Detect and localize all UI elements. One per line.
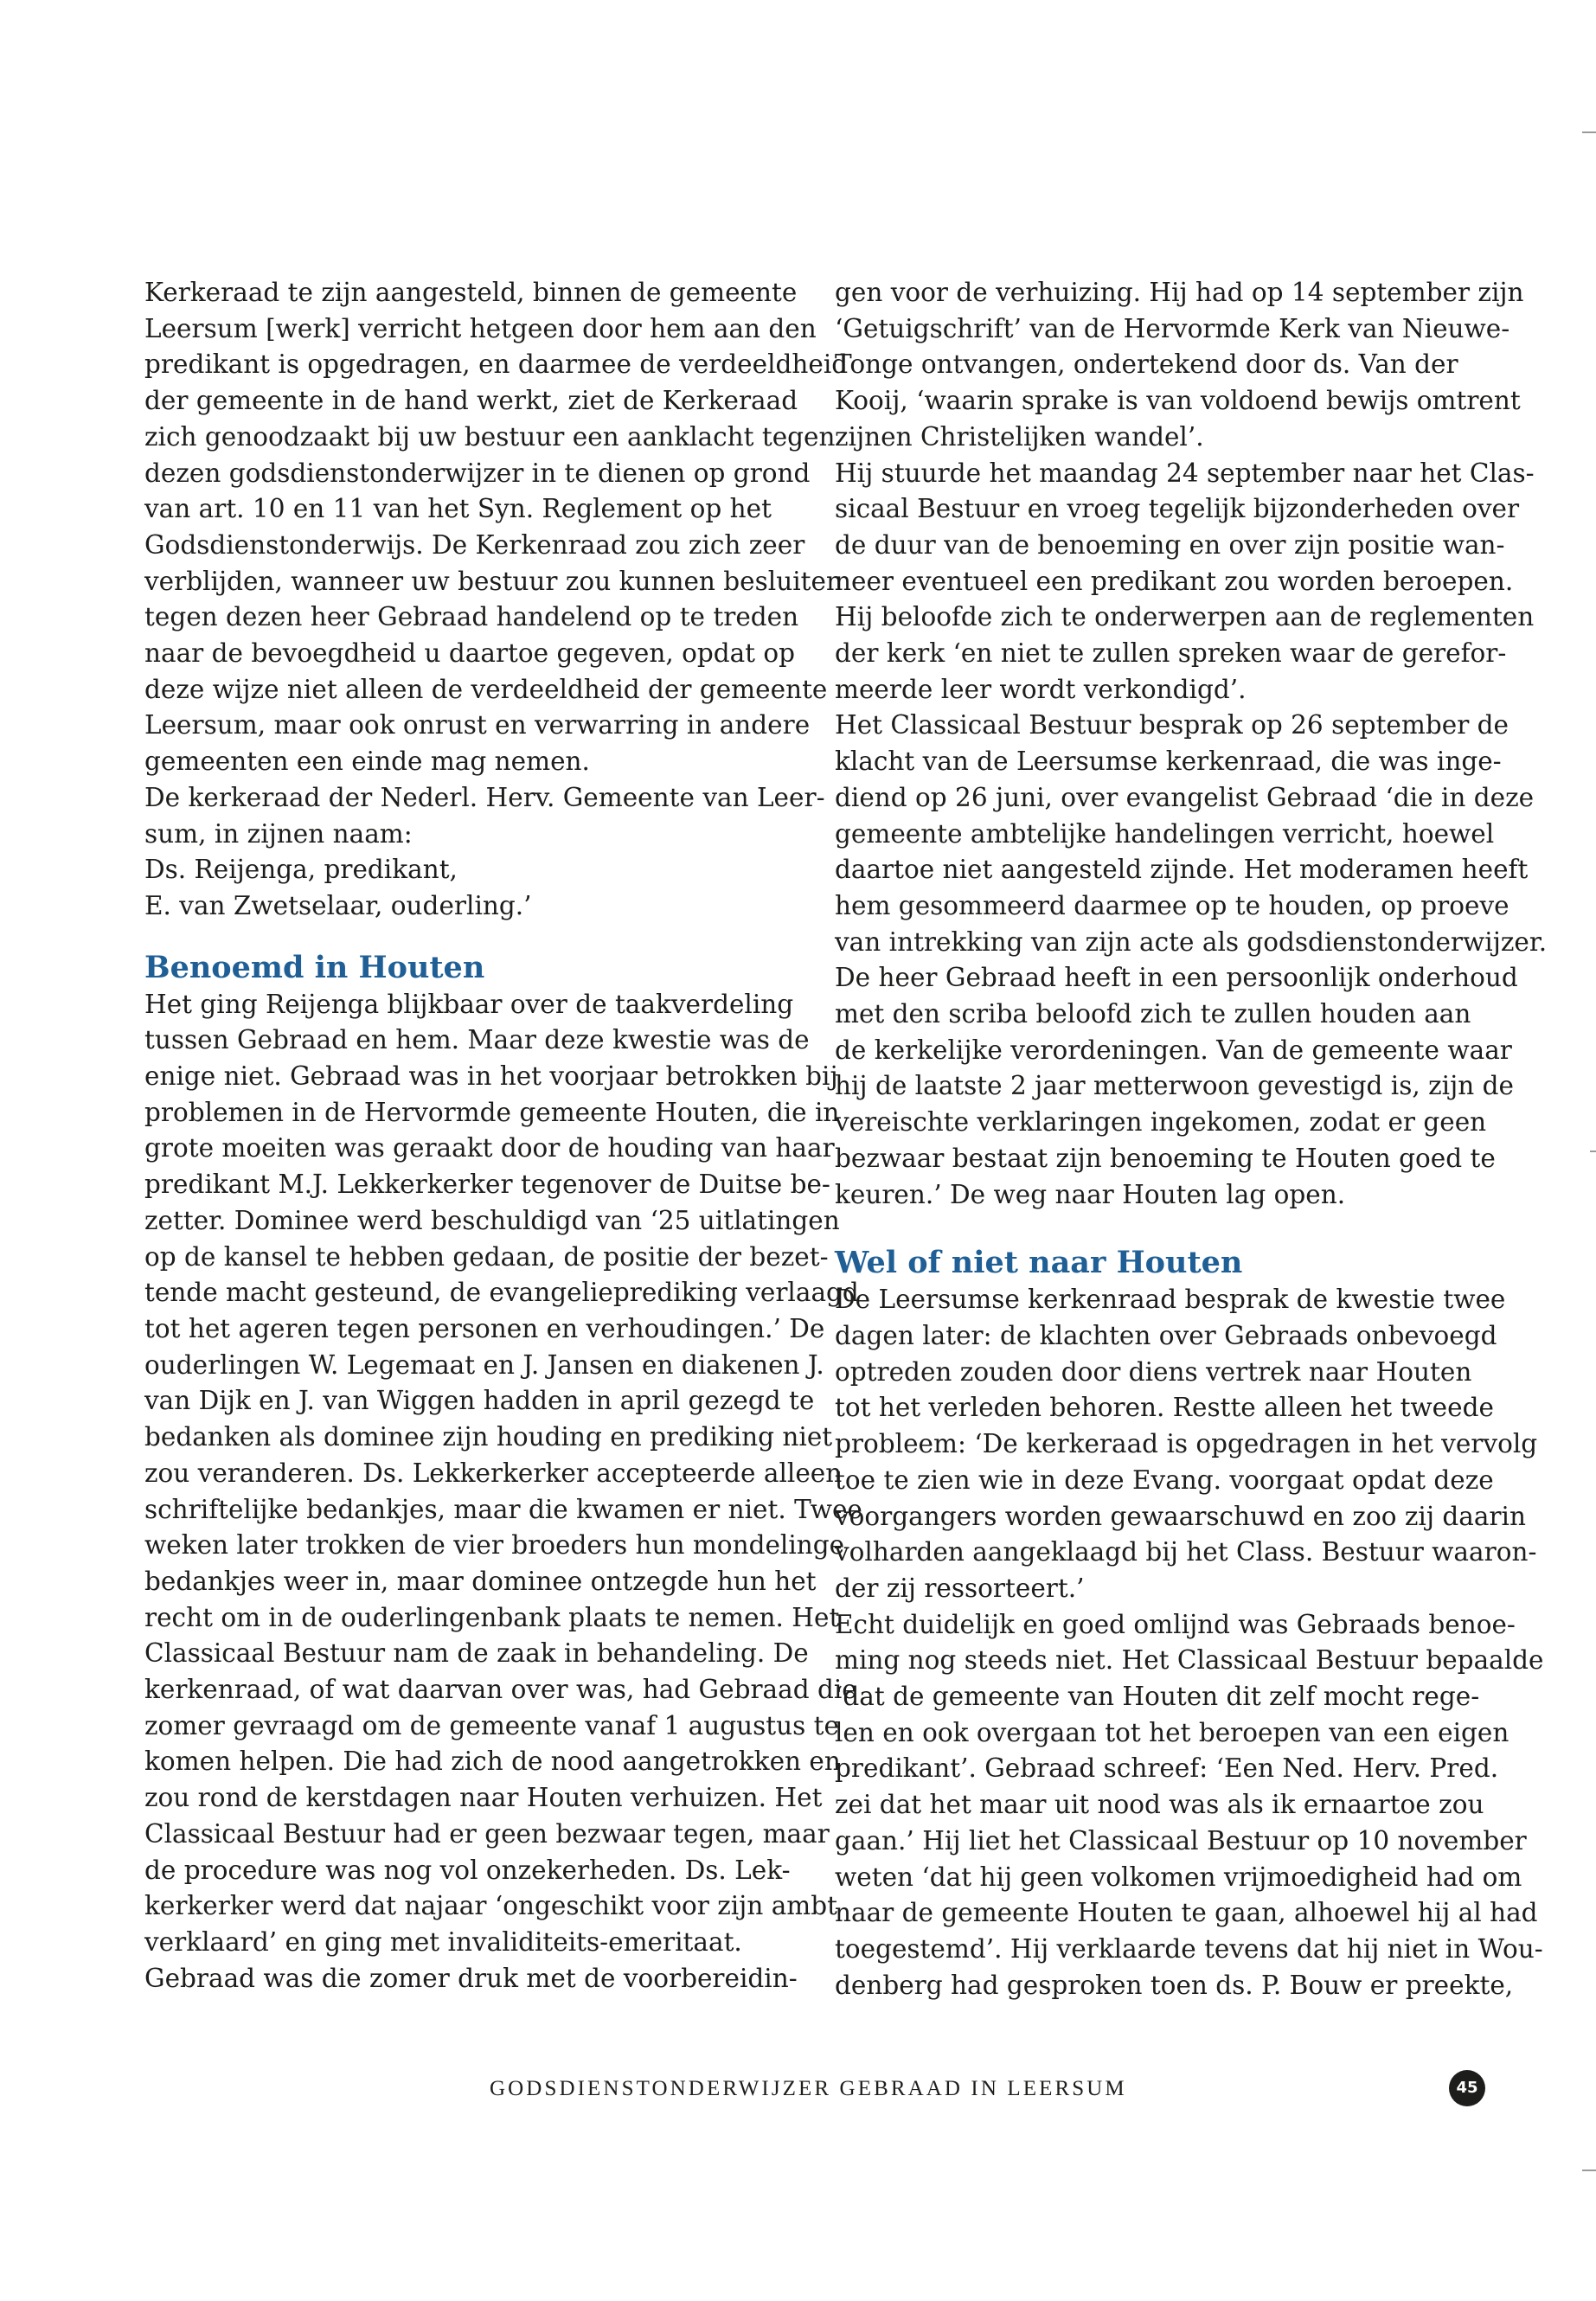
crop-mark-top-right bbox=[1582, 131, 1596, 133]
text-line: van Dijk en J. van Wiggen hadden in april gezegd te bbox=[144, 1386, 815, 1416]
text-line: keuren.’ De weg naar Houten lag open. bbox=[835, 1179, 1346, 1209]
text-line: Godsdienstonderwijs. De Kerkenraad zou zich zeer bbox=[144, 529, 805, 560]
text-line: gemeente ambtelijke handelingen verricht, hoewel bbox=[835, 818, 1495, 849]
text-line: naar de bevoegdheid u daartoe gegeven, opdat op bbox=[144, 638, 796, 669]
page-number-badge: 45 bbox=[1449, 2070, 1485, 2106]
text-line: ‘Getuigschrift’ van de Hervormde Kerk van Nieuwe- bbox=[835, 313, 1510, 343]
text-line: de duur van de benoeming en over zijn positie wan- bbox=[835, 529, 1505, 560]
text-line: zijnen Christelijken wandel’. bbox=[835, 421, 1204, 452]
text-line: meerde leer wordt verkondigd’. bbox=[835, 674, 1247, 704]
text-line: Gebraad was die zomer druk met de voorbereidin- bbox=[144, 1963, 798, 1993]
text-line: predikant M.J. Lekkerkerker tegenover de Duitse be- bbox=[144, 1170, 830, 1200]
text-line: hij de laatste 2 jaar metterwoon gevestigd is, zijn de bbox=[835, 1071, 1514, 1101]
text-line: gemeenten een einde mag nemen. bbox=[144, 747, 590, 777]
text-line: weken later trokken de vier broeders hun mondelinge bbox=[144, 1530, 845, 1561]
text-line: verblijden, wanneer uw bestuur zou kunnen besluiten bbox=[144, 566, 843, 596]
text-line: problemen in de Hervormde gemeente Houten, die in bbox=[144, 1097, 840, 1127]
text-line: sicaal Bestuur en vroeg tegelijk bijzonderheden over bbox=[835, 494, 1520, 524]
text-line: toegestemd’. Hij verklaarde tevens dat hij niet in Wou- bbox=[835, 1933, 1543, 1964]
text-line: voorgangers worden gewaarschuwd en zoo zij daarin bbox=[835, 1501, 1526, 1531]
left-column bbox=[144, 275, 862, 1997]
text-line: denberg had gesproken toen ds. P. Bouw er preekte, bbox=[835, 1970, 1514, 2000]
text-line: hem gesommeerd daarmee op te houden, op proeve bbox=[835, 890, 1509, 920]
text-line: Classicaal Bestuur had er geen bezwaar tegen, maar bbox=[144, 1818, 830, 1849]
running-footer-title: GODSDIENSTONDERWIJZER GEBRAAD IN LEERSUM bbox=[490, 2077, 1127, 2100]
text-line: Classicaal Bestuur nam de zaak in behandeling. De bbox=[144, 1638, 809, 1669]
text-line: Tonge ontvangen, ondertekend door ds. Van der bbox=[835, 349, 1458, 380]
text-line: toe te zien wie in deze Evang. voorgaat opdat deze bbox=[835, 1465, 1494, 1495]
text-line: Leersum [werk] verricht hetgeen door hem aan den bbox=[144, 313, 817, 343]
text-line: met den scriba beloofd zich te zullen houden aan bbox=[835, 999, 1471, 1029]
text-line: zomer gevraagd om de gemeente vanaf 1 augustus te bbox=[144, 1710, 839, 1740]
text-line: van intrekking van zijn acte als godsdienstonderwijzer. bbox=[835, 926, 1548, 957]
text-line: zou veranderen. Ds. Lekkerkerker accepteerde alleen bbox=[144, 1458, 843, 1488]
text-line: der gemeente in de hand werkt, ziet de Kerkeraad bbox=[144, 386, 798, 416]
text-line: ‘dat de gemeente van Houten dit zelf mocht rege- bbox=[835, 1682, 1480, 1712]
right-para-1 bbox=[835, 275, 1548, 1213]
text-line: De heer Gebraad heeft in een persoonlijk onderhoud bbox=[835, 963, 1518, 993]
text-line: de procedure was nog vol onzekerheden. Ds. Lek- bbox=[144, 1855, 791, 1885]
text-line: Het Classicaal Bestuur besprak op 26 september de bbox=[835, 710, 1509, 740]
text-line: verklaard’ en ging met invaliditeits-emeritaat. bbox=[144, 1926, 742, 1957]
text-line: volharden aangeklaagd bij het Class. Bestuur waaron- bbox=[835, 1537, 1537, 1567]
text-line: Kerkeraad te zijn aangesteld, binnen de gemeente bbox=[144, 278, 798, 307]
crop-mark-mid-right bbox=[1590, 1150, 1596, 1152]
text-line: grote moeiten was geraakt door de houding van haar bbox=[144, 1133, 835, 1163]
text-line: enige niet. Gebraad was in het voorjaar betrokken bij bbox=[144, 1061, 838, 1092]
text-line: De Leersumse kerkenraad besprak de kwestie twee bbox=[835, 1285, 1506, 1315]
text-line: zei dat het maar uit nood was als ik ernaartoe zou bbox=[835, 1790, 1484, 1820]
text-line: gaan.’ Hij liet het Classicaal Bestuur op 10 november bbox=[835, 1825, 1527, 1856]
heading-benoemd-in-houten: Benoemd in Houten bbox=[144, 949, 485, 985]
left-para-2 bbox=[144, 987, 862, 1997]
text-line: ouderlingen W. Legemaat en J. Jansen en diakenen J. bbox=[144, 1349, 824, 1380]
text-line: tot het ageren tegen personen en verhoudingen.’ De bbox=[144, 1313, 825, 1343]
text-line: deze wijze niet alleen de verdeeldheid der gemeente bbox=[144, 674, 828, 704]
text-line: probleem: ‘De kerkeraad is opgedragen in het vervolg bbox=[835, 1429, 1538, 1459]
text-line: tegen dezen heer Gebraad handelend op te treden bbox=[144, 602, 799, 632]
text-line: E. van Zwetselaar, ouderling.’ bbox=[144, 890, 532, 920]
text-line: van art. 10 en 11 van het Syn. Reglement op het bbox=[144, 494, 772, 524]
text-line: op de kansel te hebben gedaan, de positie der bezet- bbox=[144, 1241, 829, 1272]
text-line: gen voor de verhuizing. Hij had op 14 september zijn bbox=[835, 278, 1524, 307]
text-line: zou rond de kerstdagen naar Houten verhuizen. Het bbox=[144, 1783, 823, 1813]
text-line: weten ‘dat hij geen volkomen vrijmoedigheid had om bbox=[835, 1862, 1522, 1892]
text-line: tot het verleden behoren. Restte alleen het tweede bbox=[835, 1393, 1494, 1423]
text-line: Hij stuurde het maandag 24 september naar het Clas- bbox=[835, 458, 1535, 488]
text-line: optreden zouden door diens vertrek naar Houten bbox=[835, 1356, 1472, 1387]
heading-wel-of-niet-naar-houten: Wel of niet naar Houten bbox=[835, 1245, 1243, 1281]
text-line: naar de gemeente Houten te gaan, alhoewel hij al had bbox=[835, 1898, 1538, 1928]
text-line: Het ging Reijenga blijkbaar over de taakverdeling bbox=[144, 989, 794, 1019]
text-line: bedanken als dominee zijn houding en prediking niet bbox=[144, 1422, 833, 1452]
text-line: daartoe niet aangesteld zijnde. Het moderamen heeft bbox=[835, 855, 1529, 885]
crop-mark-bottom-right bbox=[1582, 2170, 1596, 2171]
right-column bbox=[835, 275, 1548, 2003]
text-line: zetter. Dominee werd beschuldigd van ‘25 uitlatingen bbox=[144, 1205, 840, 1235]
text-line: komen helpen. Die had zich de nood aangetrokken en bbox=[144, 1747, 841, 1777]
text-line: klacht van de Leersumse kerkenraad, die was inge- bbox=[835, 747, 1502, 777]
text-line: bedankjes weer in, maar dominee ontzegde hun het bbox=[144, 1566, 817, 1596]
text-line: zich genoodzaakt bij uw bestuur een aanklacht tegen bbox=[144, 421, 836, 452]
text-line: dezen godsdienstonderwijzer in te dienen op grond bbox=[144, 458, 811, 488]
left-para-1 bbox=[144, 275, 849, 925]
right-para-2 bbox=[835, 1282, 1544, 2003]
text-line: Hij beloofde zich te onderwerpen aan de reglementen bbox=[835, 602, 1535, 632]
text-line: Leersum, maar ook onrust en verwarring in andere bbox=[144, 710, 811, 740]
text-line: diend op 26 juni, over evangelist Gebraad ‘die in deze bbox=[835, 782, 1535, 812]
text-line: schriftelijke bedankjes, maar die kwamen er niet. Twee bbox=[144, 1494, 862, 1524]
text-line: len en ook overgaan tot het beroepen van een eigen bbox=[835, 1717, 1509, 1747]
text-line: dagen later: de klachten over Gebraads onbevoegd bbox=[835, 1320, 1497, 1350]
spacer bbox=[835, 1213, 1492, 1244]
text-line: kerkenraad, of wat daarvan over was, had Gebraad die bbox=[144, 1675, 857, 1705]
text-line: vereischte verklaringen ingekomen, zodat er geen bbox=[835, 1107, 1487, 1138]
text-line: recht om in de ouderlingenbank plaats te nemen. Het bbox=[144, 1602, 840, 1632]
text-line: predikant’. Gebraad schreef: ‘Een Ned. Herv. Pred. bbox=[835, 1753, 1499, 1784]
text-line: Kooij, ‘waarin sprake is van voldoend bewijs omtrent bbox=[835, 386, 1521, 416]
text-line: kerkerker werd dat najaar ‘ongeschikt voor zijn ambt bbox=[144, 1891, 837, 1921]
text-line: Ds. Reijenga, predikant, bbox=[144, 855, 458, 885]
spacer bbox=[144, 925, 802, 949]
text-line: sum, in zijnen naam: bbox=[144, 818, 413, 849]
text-line: neer eventueel een predikant zou worden beroepen. bbox=[835, 566, 1514, 596]
text-line: tende macht gesteund, de evangelieprediking verlaagd bbox=[144, 1278, 859, 1308]
text-line: der zij ressorteert.’ bbox=[835, 1573, 1085, 1603]
text-line: bezwaar bestaat zijn benoeming te Houten goed te bbox=[835, 1143, 1496, 1173]
text-line: tussen Gebraad en hem. Maar deze kwestie was de bbox=[144, 1025, 810, 1055]
text-line: De kerkeraad der Nederl. Herv. Gemeente van Leer- bbox=[144, 782, 825, 812]
text-line: predikant is opgedragen, en daarmee de verdeeldheid bbox=[144, 349, 849, 380]
text-line: Echt duidelijk en goed omlijnd was Gebraads benoe- bbox=[835, 1609, 1516, 1639]
text-line: de kerkelijke verordeningen. Van de gemeente waar bbox=[835, 1035, 1512, 1065]
text-line: ming nog steeds niet. Het Classicaal Bestuur bepaalde bbox=[835, 1645, 1544, 1676]
text-line: der kerk ‘en niet te zullen spreken waar de gerefor- bbox=[835, 638, 1507, 669]
